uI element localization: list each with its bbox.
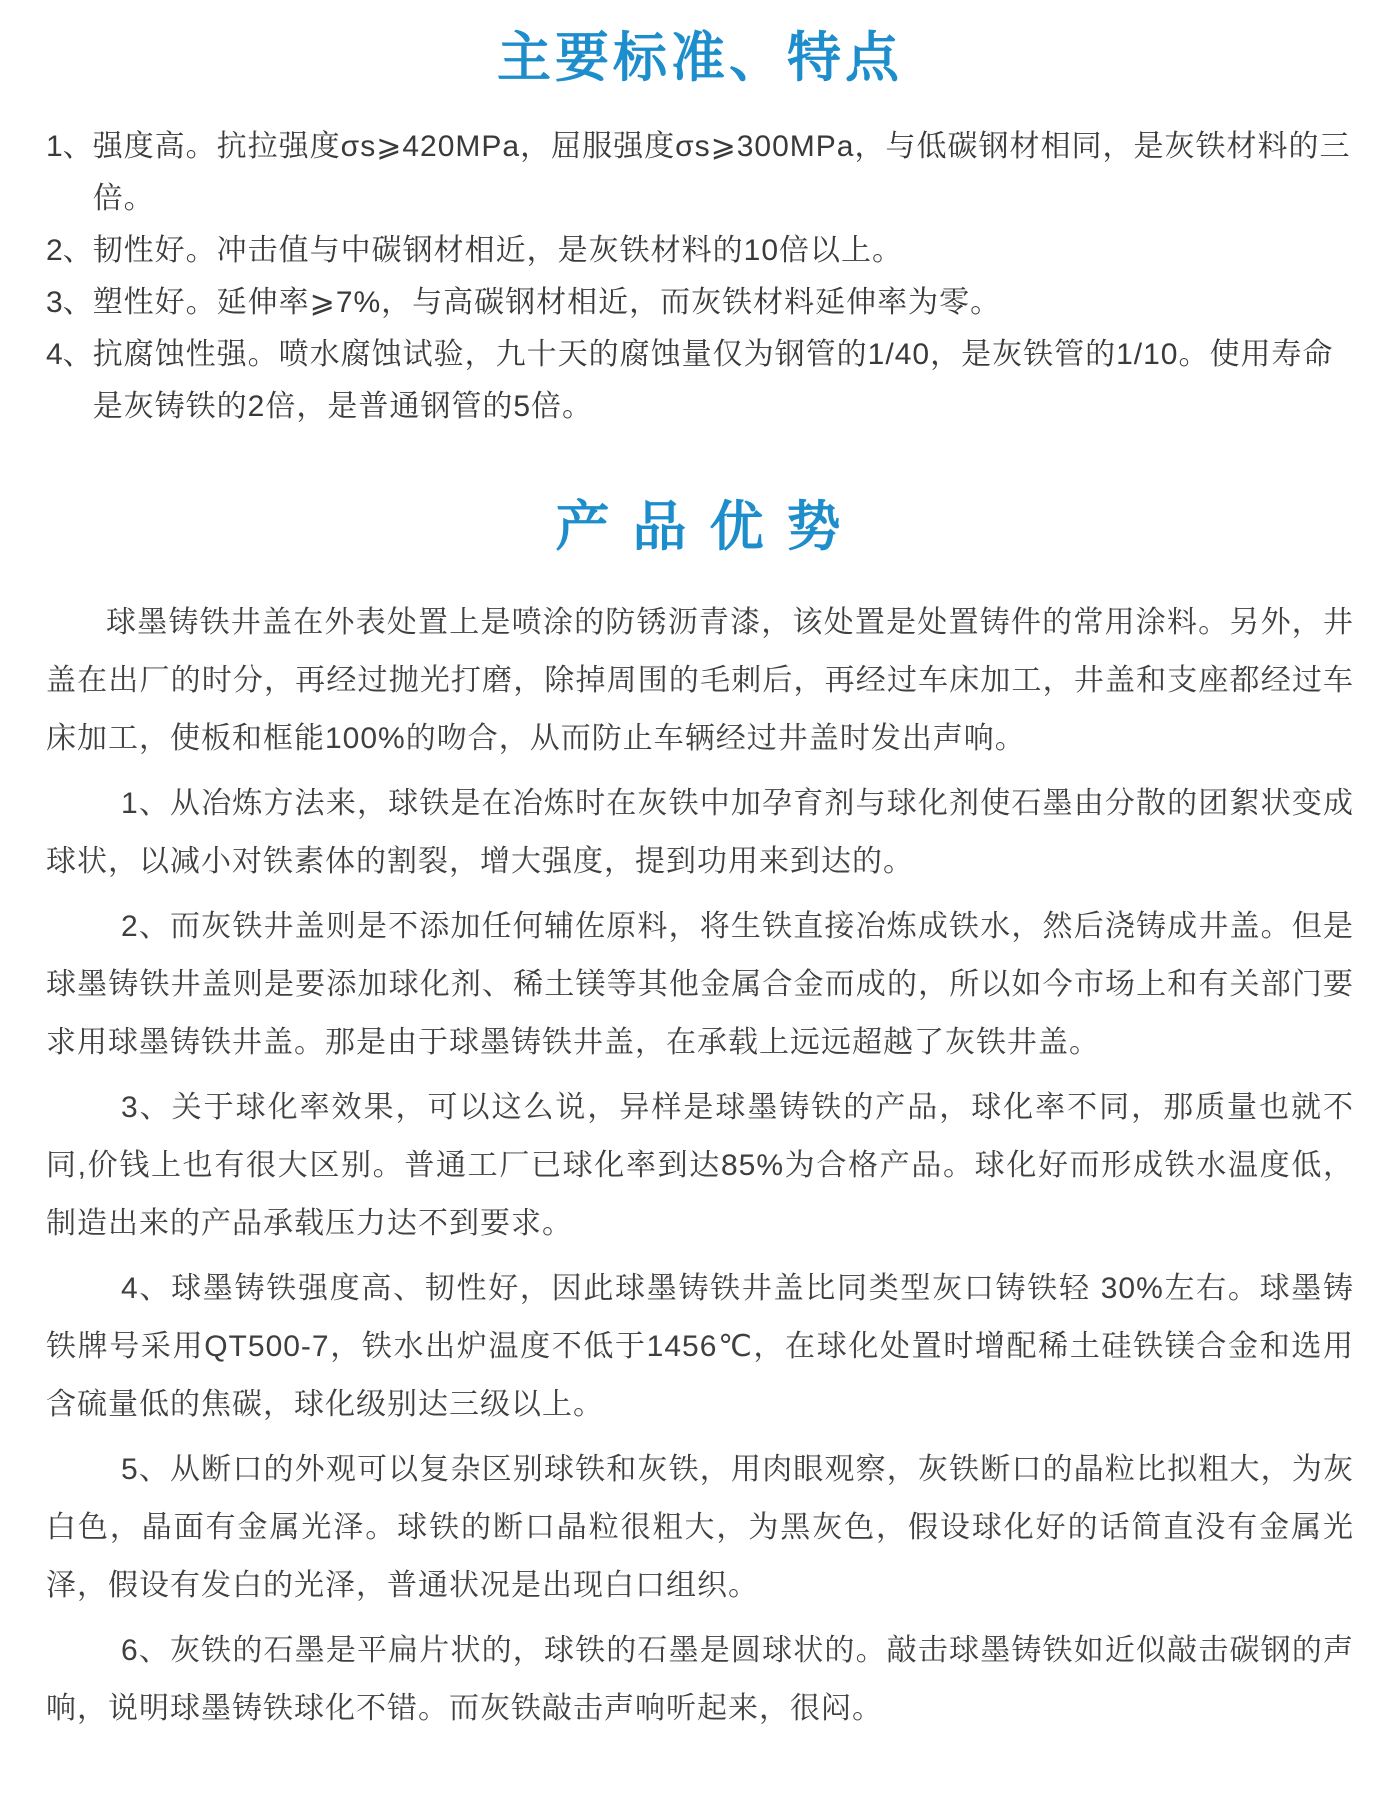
standards-list-item xyxy=(46,121,1354,225)
advantage-paragraph: 1、从冶炼方法来，球铁是在冶炼时在灰铁中加孕育剂与球化剂使石墨由分散的团絮状变成球状，以减小对铁素体的割裂，增大强度，提到功用来到达的。 xyxy=(46,786,1354,878)
advantage-paragraph: 2、而灰铁井盖则是不添加任何辅佐原料，将生铁直接冶炼成铁水，然后浇铸成井盖。但是球墨铸铁井盖则是要添加球化剂、稀土镁等其他金属合金而成的，所以如今市场上和有关部门要求用球墨铸铁井盖。那是由于球墨铸铁井盖，在承载上远远超越了灰铁井盖。 xyxy=(46,909,1354,1059)
advantage-paragraph: 5、从断口的外观可以复杂区别球铁和灰铁，用肉眼观察，灰铁断口的晶粒比拟粗大，为灰白色，晶面有金属光泽。球铁的断口晶粒很粗大，为黑灰色，假设球化好的话简直没有金属光泽，假设有发白的光泽，普通状况是出现白口组织。 xyxy=(46,1452,1354,1602)
list-item-text: 强度高。抗拉强度σs⩾420MPa，屈服强度σs⩾300MPa，与低碳钢材相同，是灰铁材料的三倍。 xyxy=(92,129,1351,215)
advantage-paragraph: 4、球墨铸铁强度高、韧性好，因此球墨铸铁井盖比同类型灰口铸铁轻 30%左右。球墨铸铁牌号采用QT500-7，铁水出炉温度不低于1456℃，在球化处置时增配稀土硅铁镁合金和选用含硫量低的焦碳，球化级别达三级以上。 xyxy=(46,1271,1354,1421)
list-item-number: 4、 xyxy=(46,337,93,371)
standards-list xyxy=(46,121,1354,433)
advantages-paragraphs xyxy=(46,594,1354,1738)
list-item-number: 2、 xyxy=(46,233,93,267)
advantage-paragraph: 3、关于球化率效果，可以这么说，异样是球墨铸铁的产品，球化率不同，那质量也就不同,价钱上也有很大区别。普通工厂已球化率到达85%为合格产品。球化好而形成铁水温度低，制造出来的产品承载压力达不到要求。 xyxy=(46,1090,1354,1240)
standards-list-item xyxy=(46,225,1354,277)
list-item-text: 塑性好。延伸率⩾7%，与高碳钢材相近，而灰铁材料延伸率为零。 xyxy=(92,285,1002,319)
list-item-number: 3、 xyxy=(46,285,93,319)
standards-list-item xyxy=(46,277,1354,329)
advantage-paragraph: 6、灰铁的石墨是平扁片状的，球铁的石墨是圆球状的。敲击球墨铸铁如近似敲击碳钢的声响，说明球墨铸铁球化不错。而灰铁敲击声响听起来，很闷。 xyxy=(46,1633,1354,1725)
advantage-paragraph: 球墨铸铁井盖在外表处置上是喷涂的防锈沥青漆，该处置是处置铸件的常用涂料。另外，井盖在出厂的时分，再经过抛光打磨，除掉周围的毛刺后，再经过车床加工，井盖和支座都经过车床加工，使板和框能100%的吻合，从而防止车辆经过井盖时发出声响。 xyxy=(46,605,1354,755)
advantages-section-title: 产 品 优 势 xyxy=(555,496,845,557)
list-item-text: 抗腐蚀性强。喷水腐蚀试验，九十天的腐蚀量仅为钢管的1/40，是灰铁管的1/10。使用寿命是灰铸铁的2倍，是普通钢管的5倍。 xyxy=(92,337,1334,423)
list-item-text: 韧性好。冲击值与中碳钢材相近，是灰铁材料的10倍以上。 xyxy=(92,233,904,267)
standards-section-title: 主要标准、特点 xyxy=(497,28,903,88)
standards-list-item xyxy=(46,329,1354,433)
list-item-number: 1、 xyxy=(46,129,93,163)
